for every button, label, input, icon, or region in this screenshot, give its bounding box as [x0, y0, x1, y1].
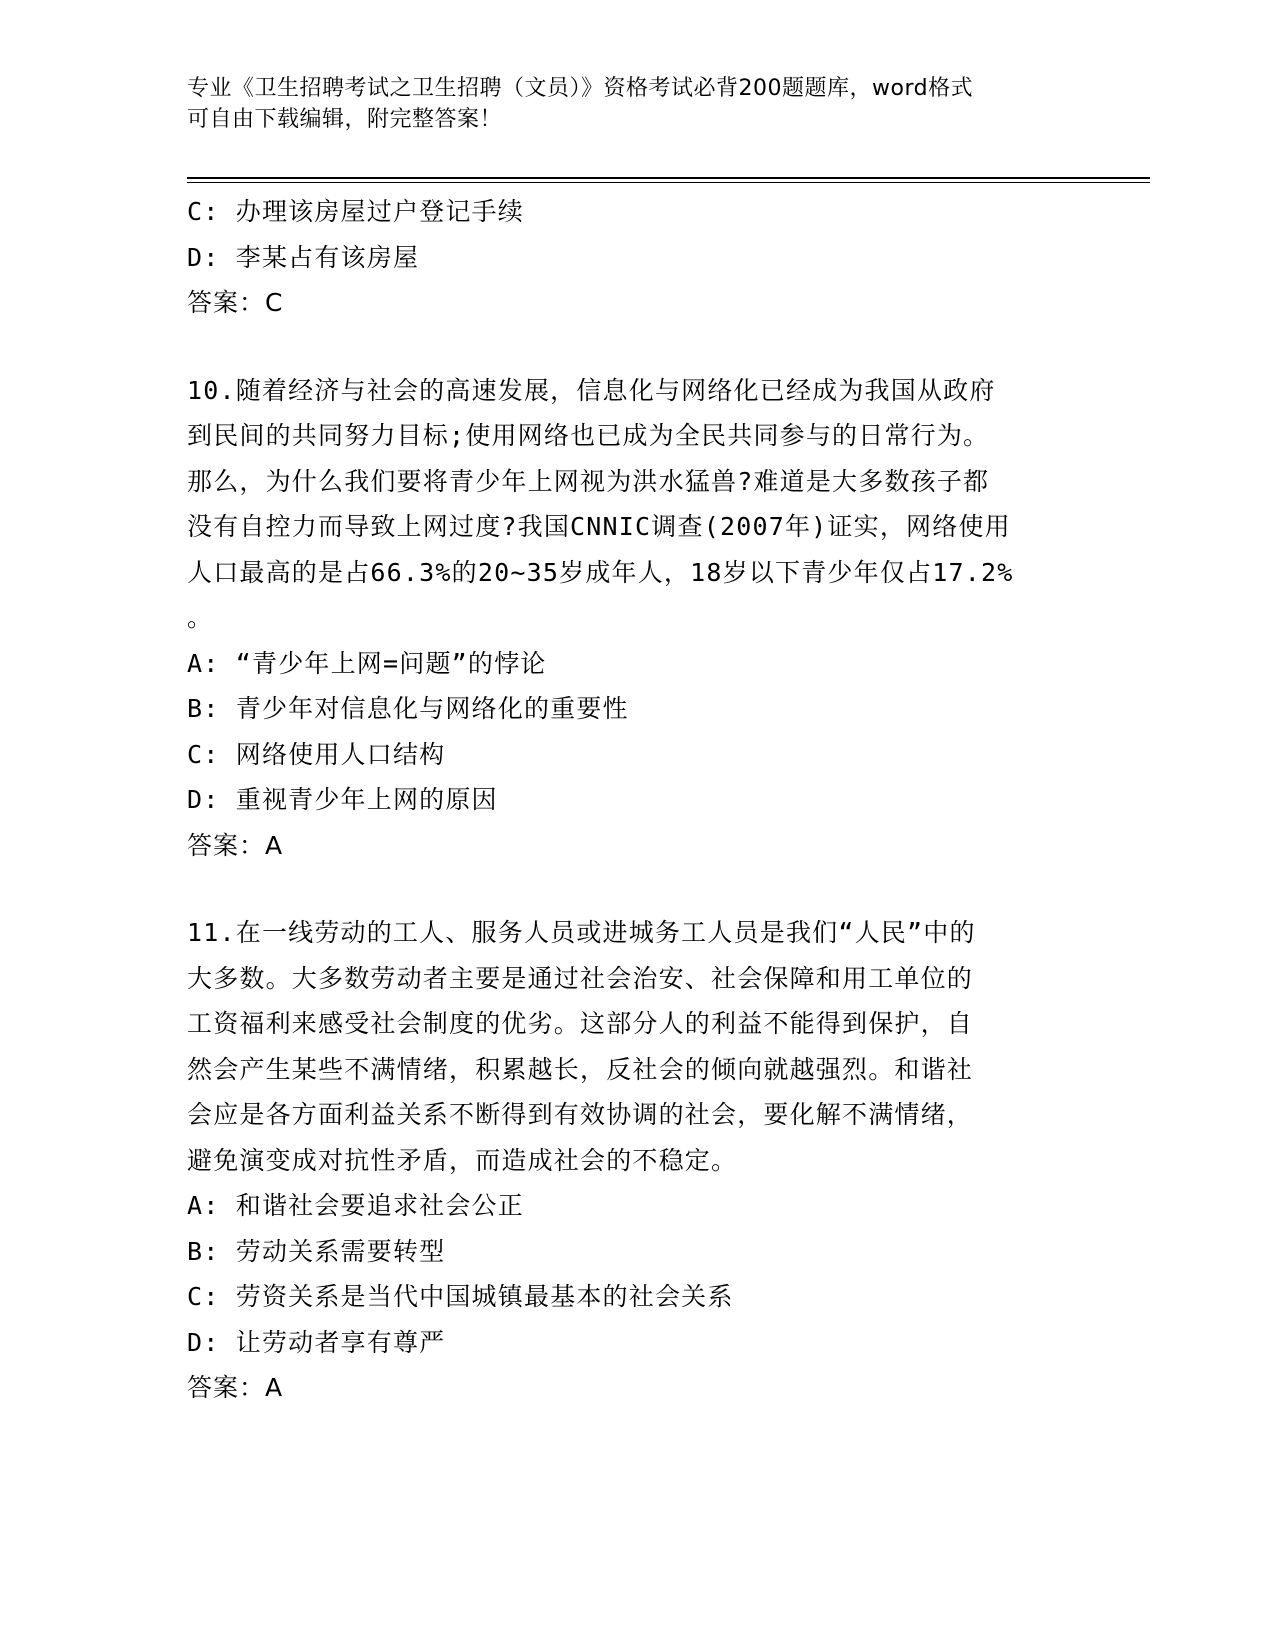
- header-line-2: 可自由下载编辑，附完整答案！: [187, 107, 503, 132]
- answer-line: 答案：A: [187, 1373, 284, 1402]
- document-header: [187, 73, 1087, 135]
- question-text-line: 10.随着经济与社会的高速发展，信息化与网络化已经成为我国从政府: [187, 375, 996, 405]
- question-text-line: 人口最高的是占66.3%的20~35岁成年人，18岁以下青少年仅占17.2%: [187, 557, 1014, 587]
- question-text-line: 没有自控力而导致上网过度?我国CNNIC调查(2007年)证实，网络使用: [187, 512, 1011, 541]
- option-d: D: 让劳动者享有尊严: [187, 1327, 446, 1357]
- question-text-line: 那么，为什么我们要将青少年上网视为洪水猛兽?难道是大多数孩子都: [187, 466, 990, 496]
- question-text-line: 避免演变成对抗性矛盾，而造成社会的不稳定。: [187, 1145, 738, 1175]
- header-divider-thick: [187, 177, 1150, 179]
- answer-line: 答案：A: [187, 830, 284, 860]
- question-text-line: 然会产生某些不满情绪，积累越长，反社会的倾向就越强烈。和谐社: [187, 1054, 974, 1084]
- question-9-tail: [187, 189, 1087, 326]
- question-text-line: 。: [187, 603, 214, 632]
- option-d: D: 李某占有该房屋: [187, 242, 420, 272]
- question-11: [187, 910, 1087, 1411]
- option-a: A: “青少年上网=问题”的悖论: [187, 648, 547, 678]
- option-c: C: 办理该房屋过户登记手续: [187, 197, 524, 226]
- question-text-line: 会应是各方面利益关系不断得到有效协调的社会，要化解不满情绪，: [187, 1100, 974, 1129]
- option-c: C: 网络使用人口结构: [187, 739, 446, 769]
- question-text-line: 11.在一线劳动的工人、服务人员或进城务工人员是我们“人民”中的: [187, 918, 976, 947]
- option-a: A: 和谐社会要追求社会公正: [187, 1191, 524, 1220]
- question-text-line: 到民间的共同努力目标;使用网络也已成为全民共同参与的日常行为。: [187, 421, 990, 450]
- question-10: [187, 368, 1087, 869]
- option-d: D: 重视青少年上网的原因: [187, 785, 498, 814]
- option-b: B: 劳动关系需要转型: [187, 1236, 446, 1266]
- question-text-line: 大多数。大多数劳动者主要是通过社会治安、社会保障和用工单位的: [187, 963, 974, 993]
- option-c: C: 劳资关系是当代中国城镇最基本的社会关系: [187, 1282, 734, 1311]
- answer-line: 答案：C: [187, 288, 284, 317]
- question-text-line: 工资福利来感受社会制度的优劣。这部分人的利益不能得到保护，自: [187, 1009, 974, 1038]
- header-line-1: 专业《卫生招聘考试之卫生招聘（文员）》资格考试必背200题题库，word格式: [187, 76, 974, 101]
- document-body: [187, 189, 1087, 1411]
- header-divider-thin: [187, 182, 1150, 183]
- option-b: B: 青少年对信息化与网络化的重要性: [187, 694, 629, 723]
